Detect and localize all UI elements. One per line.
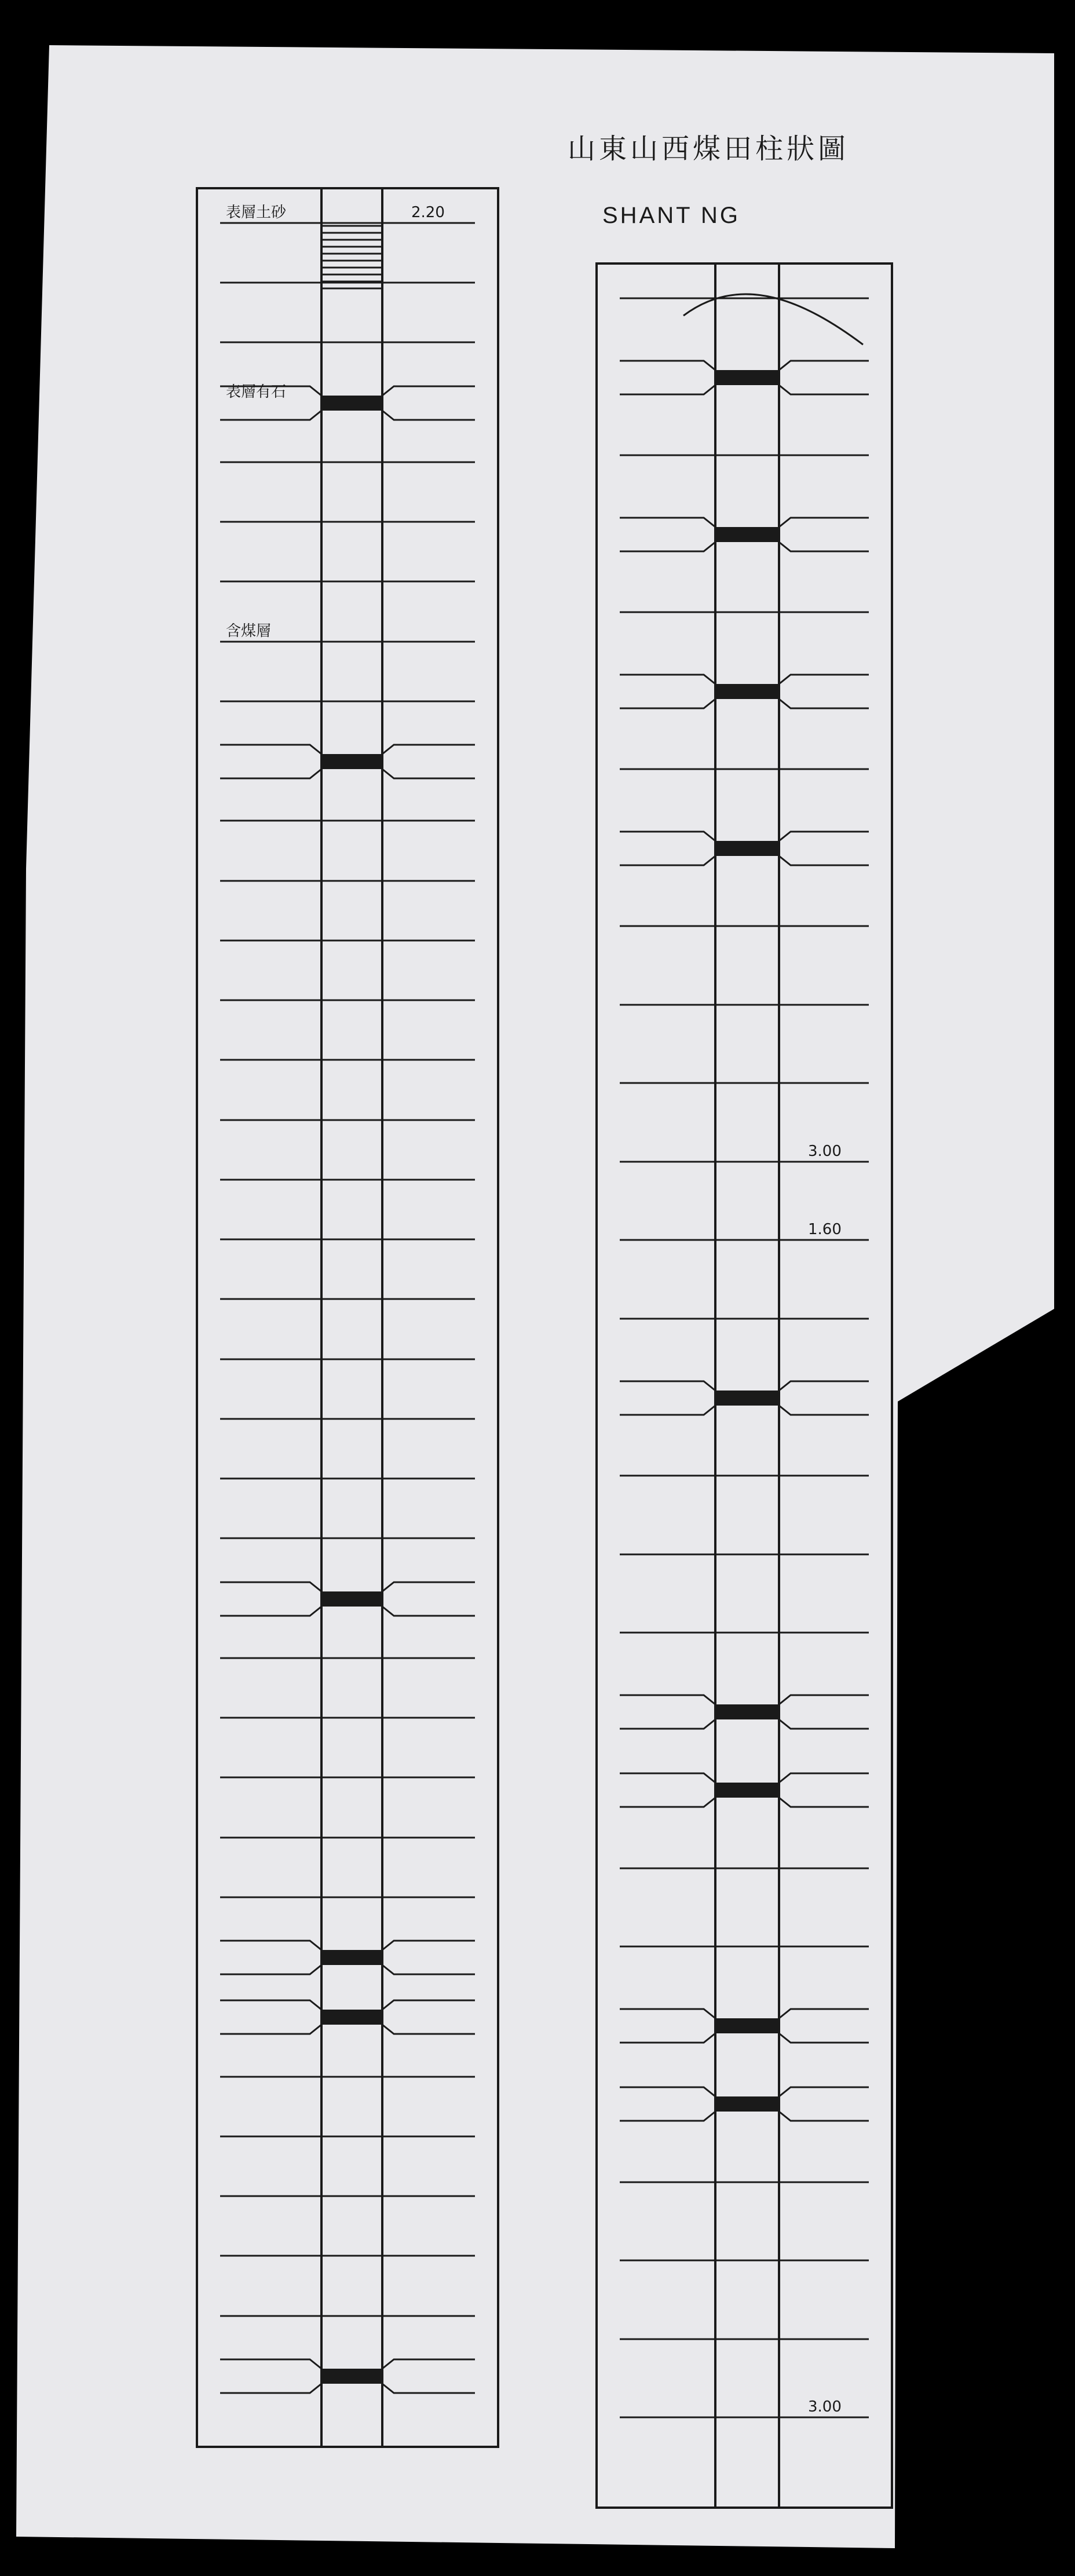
seam-upper-leader-right <box>779 1773 869 1783</box>
layer-label: 表層土砂 <box>226 204 287 221</box>
right-layer <box>620 2398 869 2417</box>
right-layer <box>620 2087 869 2121</box>
seam-lower-leader <box>620 385 715 394</box>
coal-seam <box>715 1783 779 1798</box>
layer-thickness: 3.00 <box>808 1143 842 1160</box>
seam-lower-leader-right <box>779 699 869 708</box>
seam-upper-leader <box>620 1773 715 1783</box>
layer-thickness: 2.20 <box>411 204 445 221</box>
layer-label: 表層有石 <box>226 383 287 401</box>
seam-lower-leader <box>620 2033 715 2043</box>
seam-lower-leader-right <box>779 2112 869 2121</box>
seam-upper-leader <box>620 1381 715 1391</box>
seam-upper-leader-right <box>779 361 869 370</box>
right-layer <box>620 1221 869 1240</box>
document-title-en: SHANT NG <box>602 203 740 228</box>
seam-lower-leader-right <box>779 2033 869 2043</box>
right-layer <box>620 1143 869 1162</box>
seam-upper-leader-right <box>779 1695 869 1704</box>
coal-seam <box>715 2096 779 2112</box>
right-layer <box>620 1695 869 1729</box>
seam-upper-leader-right <box>779 2009 869 2018</box>
seam-lower-leader <box>620 699 715 708</box>
layer-thickness: 1.60 <box>808 1221 842 1238</box>
seam-lower-leader-right <box>779 542 869 551</box>
seam-lower-leader-right <box>779 856 869 865</box>
seam-upper-leader <box>620 2087 715 2096</box>
document-title-cn: 山東山西煤田柱狀圖 <box>568 133 850 165</box>
seam-lower-leader-right <box>779 1719 869 1729</box>
right-layer <box>620 1381 869 1415</box>
seam-lower-leader <box>620 2112 715 2121</box>
seam-upper-leader <box>620 1695 715 1704</box>
right-layer <box>620 832 869 865</box>
coal-seam <box>715 1704 779 1719</box>
seam-lower-leader-right <box>779 1798 869 1807</box>
layer-label: 含煤層 <box>226 623 272 640</box>
seam-upper-leader <box>620 361 715 370</box>
seam-upper-leader-right <box>779 2087 869 2096</box>
coal-seam <box>715 684 779 699</box>
right-frame <box>597 264 892 2508</box>
seam-upper-leader <box>620 675 715 684</box>
seam-lower-leader-right <box>779 1406 869 1415</box>
right-layer <box>620 1773 869 1807</box>
seam-lower-leader <box>620 1719 715 1729</box>
right-layer <box>620 675 869 708</box>
seam-upper-leader <box>620 518 715 527</box>
seam-lower-leader-right <box>779 385 869 394</box>
seam-lower-leader <box>620 856 715 865</box>
seam-upper-leader-right <box>779 1381 869 1391</box>
coal-seam <box>715 527 779 542</box>
seam-lower-leader <box>620 542 715 551</box>
seam-upper-leader-right <box>779 518 869 527</box>
seam-upper-leader <box>620 832 715 841</box>
coal-seam <box>715 370 779 385</box>
seam-upper-leader-right <box>779 675 869 684</box>
seam-upper-leader-right <box>779 832 869 841</box>
seam-lower-leader <box>620 1798 715 1807</box>
right-layer <box>620 2009 869 2043</box>
coal-seam <box>715 2018 779 2033</box>
right-layer <box>620 361 869 394</box>
seam-upper-leader <box>620 2009 715 2018</box>
layer-thickness: 3.00 <box>808 2398 842 2416</box>
seam-lower-leader <box>620 1406 715 1415</box>
coal-seam <box>715 841 779 856</box>
coal-seam <box>715 1391 779 1406</box>
profile-curve <box>683 294 863 345</box>
right-layer <box>620 518 869 551</box>
